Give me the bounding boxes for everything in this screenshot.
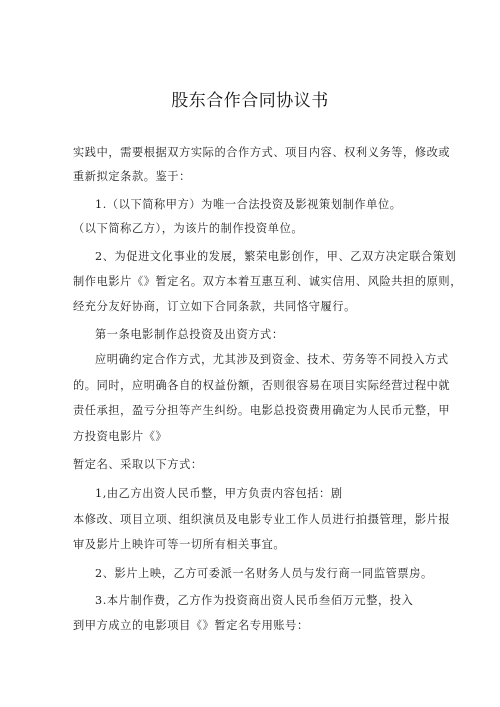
article-heading: 第一条电影制作总投资及出资方式： bbox=[95, 328, 284, 341]
paragraph-line: 暂定名、采取以下方式： bbox=[73, 458, 203, 471]
paragraph-line: 3.本片制作费，乙方作为投资商出资人民币叁佰万元整，投入 bbox=[95, 594, 414, 607]
paragraph-line: 应明确约定合作方式，尤其涉及到资金、技术、劳务等不同投入方式 bbox=[95, 353, 449, 366]
paragraph-line: 重新拟定条款。鉴于： bbox=[73, 170, 191, 183]
paragraph-line: 2、为促进文化事业的发展，繁荣电影创作，甲、乙双方决定联合策划 bbox=[95, 250, 457, 263]
paragraph-line: 2、影片上映，乙方可委派一名财务人员与发行商一同监管票房。 bbox=[95, 567, 433, 580]
paragraph-line: 责任承担，盈亏分担等产生纠纷。电影总投资费用确定为人民币元整，甲 bbox=[73, 404, 451, 417]
paragraph-line: 经充分友好协商，订立如下合同条款，共同恪守履行。 bbox=[73, 300, 356, 313]
paragraph-line: 制作电影片《》暂定名。双方本着互惠互利、诚实信用、风险共担的原则， bbox=[73, 275, 462, 288]
paragraph-line: 的。同时，应明确各自的权益份额，否则很容易在项目实际经营过程中就 bbox=[73, 379, 451, 392]
paragraph-line: 到甲方成立的电影项目《》暂定名专用账号： bbox=[73, 619, 309, 632]
paragraph-line: 1.（以下简称甲方）为唯一合法投资及影视策划制作单位。 bbox=[95, 198, 402, 211]
paragraph-line: 方投资电影片《》 bbox=[73, 430, 168, 443]
paragraph-line: （以下简称乙方），为该片的制作投资单位。 bbox=[73, 222, 304, 235]
paragraph-line: 1,由乙方出资人民币整，甲方负责内容包括：剧 bbox=[95, 487, 343, 500]
paragraph-line: 审及影片上映许可等一切所有相关事宜。 bbox=[73, 538, 286, 551]
document-title: 股东合作合同协议书 bbox=[171, 91, 329, 111]
paragraph-line: 本修改、项目立项、组织演员及电影专业工作人员进行拍摄管理，影片报 bbox=[73, 513, 451, 526]
paragraph-line: 实践中，需要根据双方实际的合作方式、项目内容、权利义务等，修改或 bbox=[73, 146, 451, 159]
